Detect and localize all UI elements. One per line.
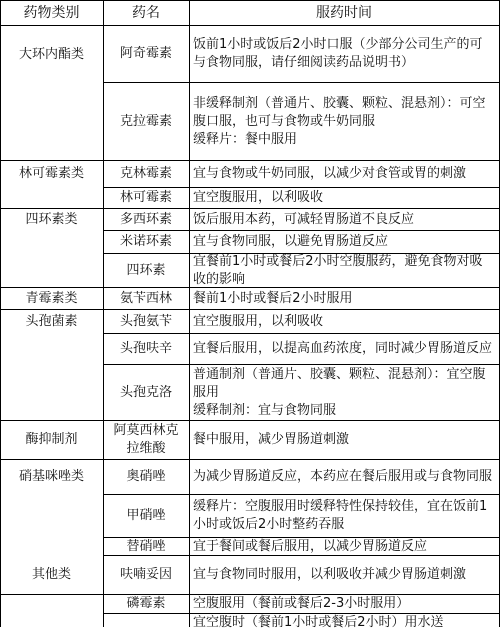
timing-cell: 非缓释制剂（普通片、胶囊、颗粒、混悬剂）：可空腹口服，也可与食物或牛奶同服 缓释片：餐中服用 — [193, 95, 486, 147]
drug-cell: 米诺环素 — [119, 234, 172, 249]
drug-cell: 氨苄西林 — [119, 290, 172, 306]
timing-cell: 餐前1小时或餐后2小时服用 — [193, 290, 353, 306]
drug-cell: 阿莫西林克拉维酸 — [113, 423, 179, 456]
category-cell: 酶抑制剂 — [25, 432, 78, 447]
timing-cell: 宜与食物同服，以避免胃肠道反应 — [193, 234, 389, 249]
category-cell: 四环素类 — [25, 211, 78, 227]
timing-cell: 餐中服用，减少胃肠道刺激 — [193, 432, 350, 447]
timing-cell: 饭前1小时或饭后2小时口服（少部分公司生产的可与食物同服，请仔细阅读药品说明书） — [193, 37, 483, 70]
timing-cell: 宜于餐间或餐后服用，以减少胃肠道反应 — [193, 538, 428, 554]
drug-cell: 呋喃妥因 — [119, 567, 172, 582]
header-timing: 服药时间 — [316, 5, 372, 21]
drug-cell: 克拉霉素 — [119, 113, 172, 129]
drug-cell: 头孢克洛 — [119, 384, 172, 400]
timing-cell: 宜与食物或牛奶同服，以减少对食管或胃的刺激 — [193, 166, 467, 181]
category-cell: 青霉素类 — [25, 290, 78, 306]
timing-cell: 宜空腹服用，以利吸收 — [193, 313, 324, 329]
timing-cell: 普通制剂（普通片、胶囊、颗粒、混悬剂）：宜空腹服用 缓释制剂：宜与食物同服 — [193, 366, 486, 418]
drug-cell: 林可霉素 — [119, 190, 172, 205]
drug-cell: 头孢氨苄 — [119, 313, 172, 329]
category-cell: 硝基咪唑类 — [18, 469, 84, 484]
timing-cell: 为减少胃肠道反应，本药应在餐后服用或与食物同服 — [193, 469, 493, 484]
timing-cell: 宜餐前1小时或餐后2小时空腹服药，避免食物对吸收的影响 — [193, 253, 483, 287]
drug-cell: 多西环素 — [119, 211, 172, 227]
timing-cell: 缓释片：空腹服用时缓释特性保持较佳，宜在饭前1小时或饭后2小时整药吞服 — [193, 499, 488, 532]
drug-cell: 阿奇霉素 — [119, 46, 172, 61]
drug-cell: 磷霉素 — [126, 596, 166, 611]
header-category: 药物类别 — [23, 5, 80, 21]
category-cell: 大环内酯类 — [18, 46, 84, 62]
drug-cell: 替硝唑 — [126, 538, 166, 554]
drug-cell: 甲硝唑 — [126, 508, 166, 523]
drug-cell: 四环素 — [126, 262, 166, 278]
category-cell: 头孢菌素 — [25, 313, 78, 329]
timing-cell: 饭后服用本药，可减轻胃肠道不良反应 — [193, 211, 415, 227]
timing-cell: 空腹服用（餐前或餐后2-3小时服用） — [193, 596, 410, 611]
drug-cell: 头孢呋辛 — [119, 341, 172, 356]
header-drug: 药名 — [132, 5, 160, 21]
drug-cell: 克林霉素 — [119, 166, 172, 181]
timing-cell: 宜空腹时（餐前1小时或餐后2小时）用水送 — [193, 615, 444, 630]
timing-cell: 宜餐后服用，以提高血药浓度，同时减少胃肠道反应 — [193, 341, 493, 356]
timing-cell: 宜与食物同时服用，以利吸收并减少胃肠道刺激 — [193, 567, 467, 582]
timing-cell: 宜空腹服用，以利吸收 — [193, 190, 324, 205]
drug-cell: 奥硝唑 — [126, 469, 166, 484]
category-cell: 林可霉素类 — [18, 166, 84, 181]
category-cell: 其他类 — [31, 566, 71, 582]
